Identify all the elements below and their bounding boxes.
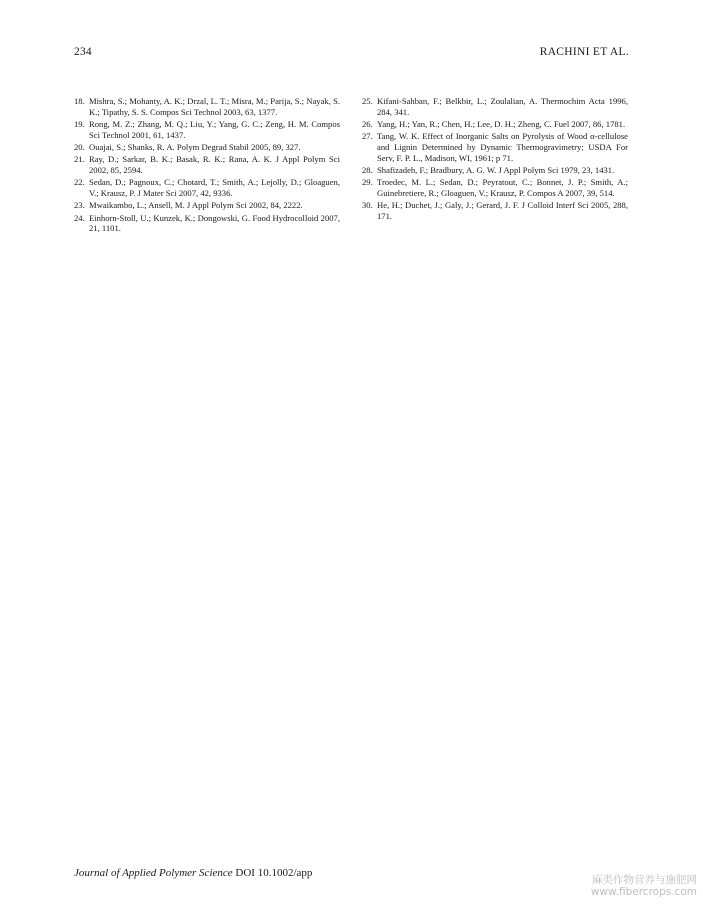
references-right-column [362,96,628,223]
reference-item [74,96,340,117]
reference-number: 20. [74,142,85,152]
journal-doi: DOI 10.1002/app [235,867,313,879]
reference-number: 25. [362,96,373,106]
reference-text: Ray, D.; Sarkar, B. K.; Basak, R. K.; Rana, A. K. J Appl Polym Sci 2002, 85, 2594. [89,154,340,175]
running-head: RACHINI ET AL. [539,46,629,58]
reference-item [74,213,340,234]
reference-item [74,119,340,140]
reference-number: 29. [362,177,373,188]
reference-text: Mishra, S.; Mohanty, A. K.; Drzal, L. T.; Misra, M.; Parija, S.; Nayak, S. K.; Tipathy, S. S. Compos Sci Technol 2003, 63, 1377. [89,96,340,117]
reference-item [362,200,628,221]
page-number: 234 [74,46,92,58]
journal-name: Journal of Applied Polymer Science [74,867,233,879]
reference-item [362,96,628,117]
reference-item [74,200,340,211]
reference-text: Einhorn-Stoll, U.; Kunzek, K.; Dongowski, G. Food Hydrocolloid 2007, 21, 1101. [89,212,340,234]
reference-text: Sedan, D.; Pagnoux, C.; Chotard, T.; Smith, A.; Lejolly, D.; Gloaguen, V.; Krausz, P. J Mater Sci 2007, 42, 9336. [89,177,340,198]
reference-text: Rong, M. Z.; Zhang, M. Q.; Liu, Y.; Yang, G. C.; Zeng, H. M. Compos Sci Technol 2001, 61, 1437. [89,119,340,140]
watermark [591,874,697,898]
reference-number: 27. [362,131,373,142]
reference-number: 23. [74,200,85,211]
reference-number: 21. [74,154,85,165]
reference-number: 28. [362,165,373,175]
reference-text: Kifani-Sahban, F.; Belkbir, L.; Zoulalian, A. Thermochim Acta 1996, 284, 341. [377,96,628,117]
reference-number: 30. [362,200,373,211]
reference-item [362,165,628,176]
watermark-line-1: 麻类作物营养与施肥网 [592,874,697,886]
reference-number: 19. [74,119,85,129]
reference-text: Mwaikambo, L.; Ansell, M. J Appl Polym Sci 2002, 84, 2222. [89,200,303,211]
reference-number: 24. [74,212,85,223]
reference-text: Yang, H.; Yan, R.; Chen, H.; Lee, D. H.; Zheng, C. Fuel 2007, 86, 1781. [377,119,626,129]
footer-journal-citation [74,867,312,879]
reference-text: Ouajai, S.; Shanks, R. A. Polym Degrad Stabil 2005, 89, 327. [89,142,301,152]
reference-text: He, H.; Duchet, J.; Galy, J.; Gerard, J. F. J Colloid Interf Sci 2005, 288, 171. [377,200,628,221]
reference-item [362,119,628,130]
reference-item [74,177,340,198]
reference-number: 18. [74,96,85,106]
reference-number: 22. [74,177,85,188]
reference-number: 26. [362,119,373,129]
reference-text: Shafizadeh, F.; Bradbury, A. G. W. J Appl Polym Sci 1979, 23, 1431. [377,165,615,175]
references-left-column [74,96,340,236]
reference-item [362,131,628,163]
reference-item [74,142,340,153]
reference-text: Tang, W. K. Effect of Inorganic Salts on Pyrolysis of Wood α-cellulose and Lignin Determined by Dynamic Thermogravimetry; USDA For Serv, F. P. L., Madison, WI, 1961; p 71. [377,131,628,163]
reference-text: Troedec, M. L.; Sedan, D.; Peyratout, C.; Bonnet, J. P.; Smith, A.; Guinebretiere, R.; Gloaguen, V.; Krausz, P. Compos A 2007, 39, 514. [377,177,628,198]
reference-item [362,177,628,198]
watermark-line-2: www.fibercrops.com [590,886,697,898]
reference-item [74,154,340,175]
